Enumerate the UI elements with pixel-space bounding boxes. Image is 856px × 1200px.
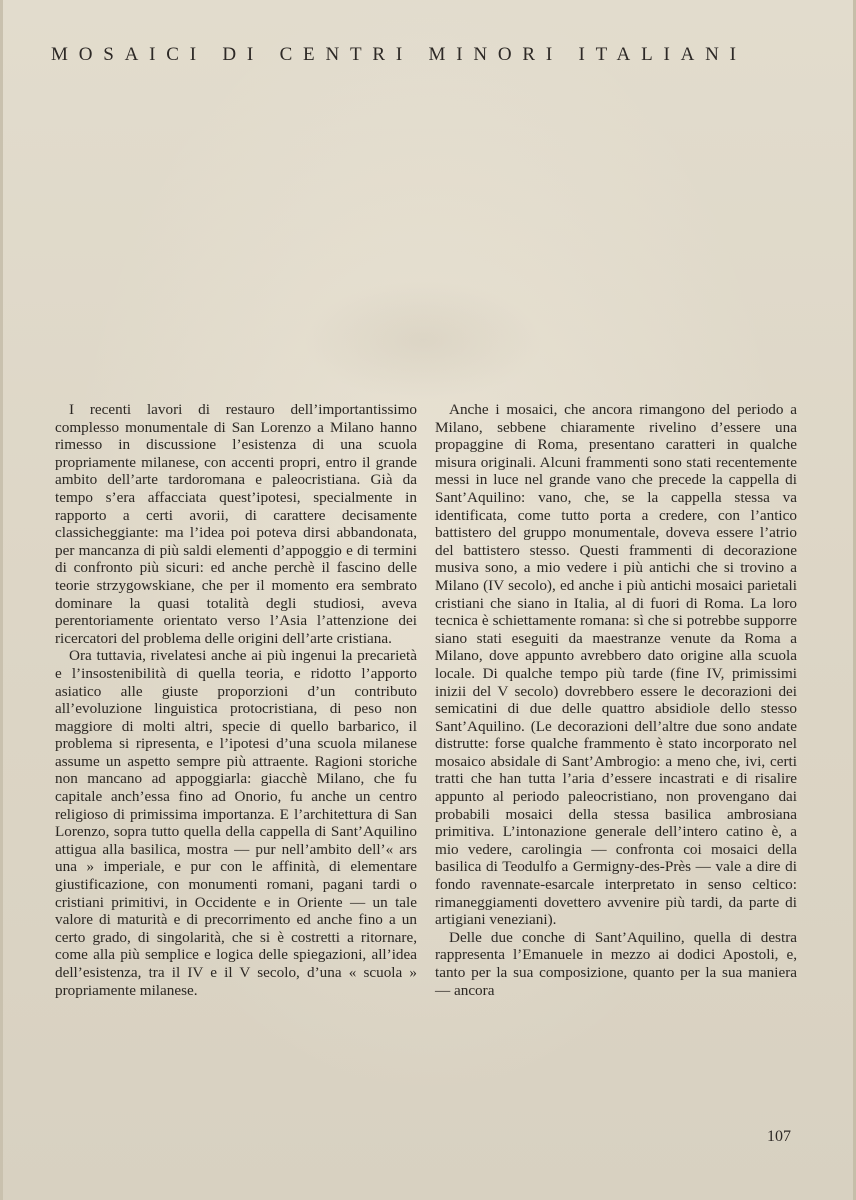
running-head: MOSAICI DI CENTRI MINORI ITALIANI [51,44,747,65]
paragraph: Delle due conche di Sant’Aquilino, quella di destra rappresenta l’Emanuele in mezzo ai dodici Apostoli, e, tanto per la sua composizione, quanto per la sua maniera — ancora [435,928,797,999]
paragraph: I recenti lavori di restauro dell’importantissimo complesso monumentale di San Lorenzo a Milano hanno rimesso in discussione l’esistenza di una scuola propriamente milanese, con accenti propri, entro il grande ambito dell’arte tardoromana e paleocristiana. Già da tempo s’era affacciata quest’ipotesi, specialmente in rapporto a certi avorii, di carattere decisamente classicheggiante: ma l’idea poi poteva dirsi abbandonata, per mancanza di più saldi elementi d’appoggio e di termini di confronto più sicuri: ed anche perchè il fascino delle teorie strzygowskiane, che per il momento era sembrato dominare la quasi totalità degli studiosi, aveva perentoriamente orientato verso l’Asia l’attenzione dei ricercatori del problema delle origini dell’arte cristiana. [55,401,417,647]
right-column [435,401,797,999]
paragraph: Ora tuttavia, rivelatesi anche ai più ingenui la precarietà e l’insostenibilità di quella teoria, e ridotto l’apporto asiatico alle giuste proporzioni d’un contributo all’evoluzione linguistica protocristiana, di peso non maggiore di molti altri, specie di quello barbarico, il problema si ripresenta, e l’ipotesi d’una scuola milanese assume un aspetto sempre più attraente. Ragioni storiche non mancano ad appoggiarla: giacchè Milano, che fu capitale anch’essa fino ad Onorio, fu anche un centro religioso di primissima importanza. E l’architettura di San Lorenzo, sopra tutto quella della cappella di Sant’Aquilino attigua alla basilica, mostra — pur nell’ambito dell’« ars una » imperiale, e pur con le affinità, di elementare giustificazione, con monumenti romani, pagani tardi o cristiani primitivi, in Occidente e in Oriente — un tale valore di maturità e di precorrimento ed anche fino a un certo grado, di singolarità, che si è costretti a ritornare, come alla più semplice e logica delle spiegazioni, all’idea dell’esistenza, tra il IV e il V secolo, d’una « scuola » propriamente milanese. [55,647,417,999]
left-column [55,401,417,999]
page-number: 107 [767,1128,791,1145]
show-through-illustration [303,280,543,400]
paragraph: Anche i mosaici, che ancora rimangono del periodo a Milano, sebbene chiaramente rivelino d’essere una propaggine di Roma, presentano caratteri in qualche misura originali. Alcuni frammenti sono stati recentemente messi in luce nel grande vano che precede la cappella di Sant’Aquilino: vano, che, se la cappella stessa va identificata, come tutto porta a credere, con l’antico battistero del gruppo monumentale, doveva essere l’atrio del battistero stesso. Questi frammenti di decorazione musiva sono, a mio vedere i più antichi che si trovino a Milano (IV secolo), ed anche i più antichi mosaici parietali cristiani che siano in Italia, al di fuori di Roma. La loro tecnica è schiettamente romana: sì che si potrebbe supporre siano stati eseguiti da maestranze venute da Roma a Milano, dove appunto avrebbero dato origine alla scuola locale. Di qualche tempo più tarde (fine IV, primissimi inizii del V secolo) dovrebbero essere le decorazioni dei semicatini di due delle quattro absidiole dello stesso Sant’Aquilino. (Le decorazioni dell’altre due sono andate distrutte: forse qualche frammento è stato incorporato nel mosaico absidale di Sant’Ambrogio: a meno che, ivi, certi tratti che han tutta l’aria d’essere incastrati e di risalire appunto al periodo paleocristiano, non provengano dai probabili mosaici della stessa basilica ambrosiana primitiva. L’intonazione generale dell’intero catino è, a mio vedere, carolingia — confronta coi mosaici della basilica di Teodulfo a Germigny-des-Près — vale a dire di fondo ravennate-esarcale interpretato in senso celtico: rimaneggiamenti dovettero avvenire più tardi, da parte di artigiani veneziani). [435,401,797,929]
